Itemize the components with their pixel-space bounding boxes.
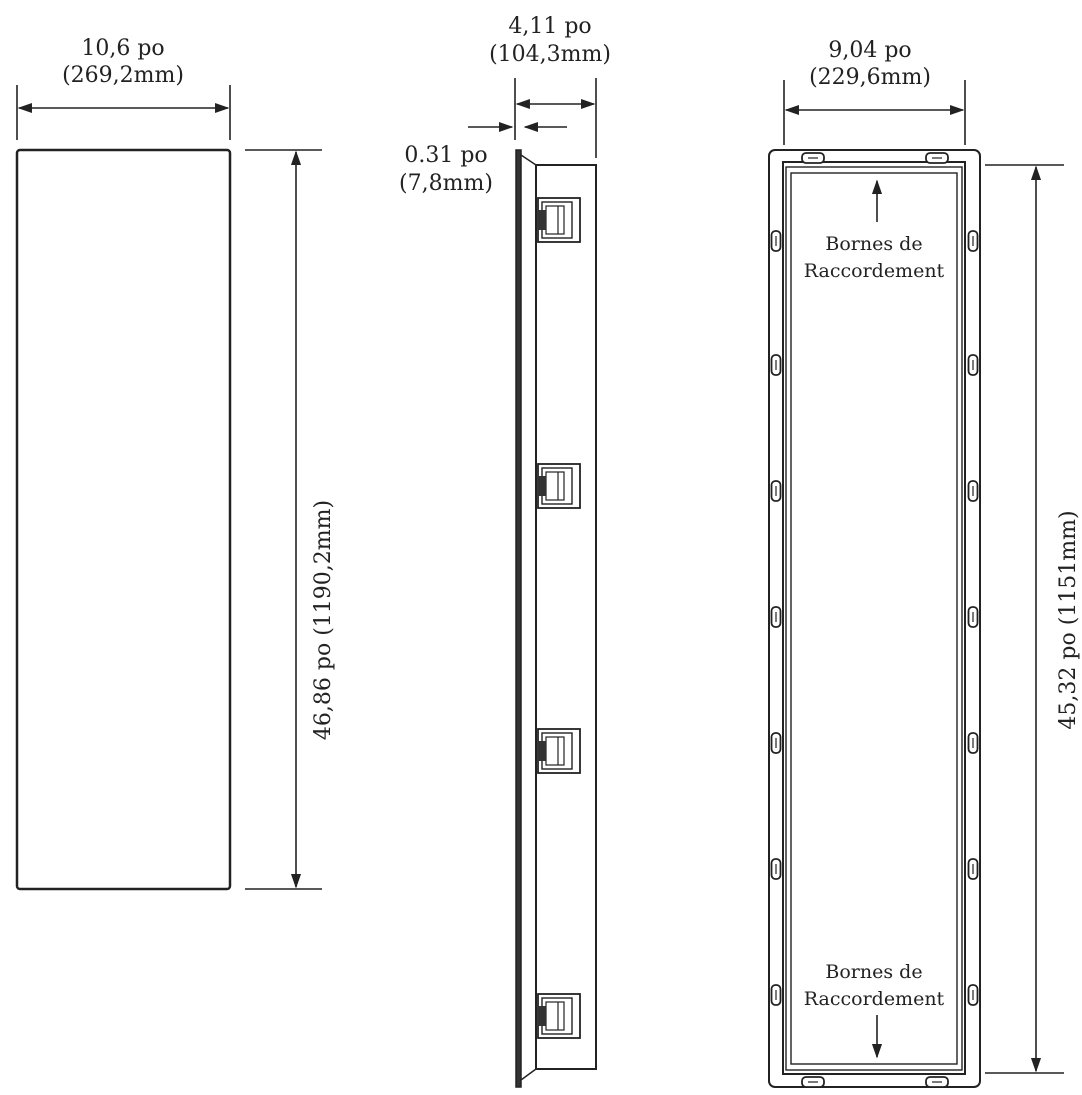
back-frame-outer [769, 150, 980, 1087]
clamp [538, 464, 580, 508]
front-panel-outline [17, 150, 230, 889]
front-width-inches: 10,6 po [81, 36, 165, 61]
back-width-mm: (229,6mm) [809, 65, 931, 90]
side-view [399, 14, 611, 1087]
side-flange-mm: (7,8mm) [399, 171, 493, 196]
terminal-bottom-line1: Bornes de [825, 961, 923, 983]
side-depth-mm: (104,3mm) [489, 42, 611, 67]
clamp [538, 729, 580, 773]
terminal-top-line1: Bornes de [825, 233, 923, 255]
front-view [17, 36, 336, 889]
side-body-outline [536, 165, 596, 1069]
back-height-dimension [985, 165, 1081, 1073]
side-flange [516, 150, 521, 1087]
side-depth-dimension [489, 14, 611, 158]
back-width-inches: 9,04 po [828, 38, 912, 63]
clamp [538, 198, 580, 242]
front-width-mm: (269,2mm) [62, 63, 184, 88]
front-width-dimension [17, 36, 230, 140]
front-height-label: 46,86 po (1190,2mm) [311, 499, 336, 741]
back-width-dimension [784, 38, 965, 145]
terminal-bottom-line2: Raccordement [803, 988, 945, 1010]
side-flange-inches: 0.31 po [404, 143, 488, 168]
back-height-label: 45,32 po (1151mm) [1056, 510, 1081, 730]
front-height-dimension [245, 150, 336, 889]
clamp [538, 994, 580, 1038]
side-flange-bevel [521, 155, 536, 1080]
terminal-top-line2: Raccordement [803, 260, 945, 282]
side-depth-inches: 4,11 po [508, 14, 592, 39]
back-view [769, 38, 1081, 1087]
